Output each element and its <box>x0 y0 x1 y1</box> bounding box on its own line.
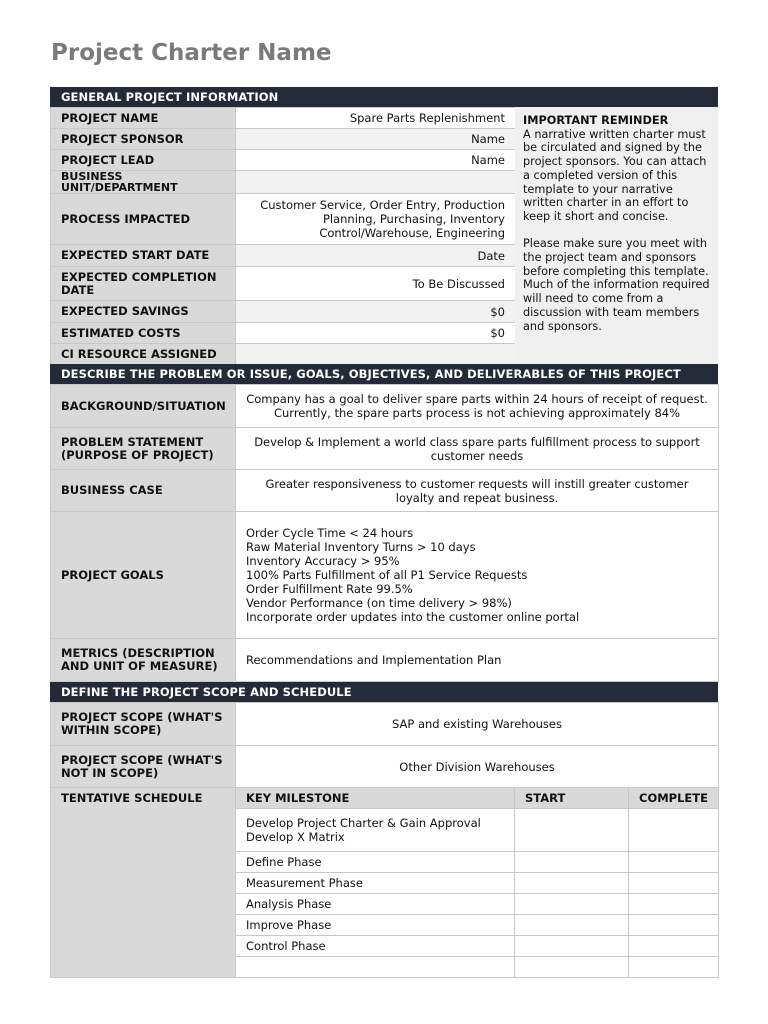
field-expected-start-date[interactable]: Date <box>236 245 516 267</box>
label-expected-savings: EXPECTED SAVINGS <box>51 301 236 323</box>
complete-cell[interactable] <box>629 936 719 957</box>
label-ci-resource: CI RESOURCE ASSIGNED <box>51 344 236 365</box>
complete-cell[interactable] <box>629 852 719 873</box>
label-tentative-schedule: TENTATIVE SCHEDULE <box>51 788 236 978</box>
field-project-goals[interactable] <box>236 512 719 639</box>
label-background: BACKGROUND/SITUATION <box>51 385 236 428</box>
start-cell[interactable] <box>515 936 629 957</box>
section-header-problem-goals: DESCRIBE THE PROBLEM OR ISSUE, GOALS, OBJECTIVES, AND DELIVERABLES OF THIS PROJECT <box>50 364 718 384</box>
complete-cell[interactable] <box>629 915 719 936</box>
field-expected-savings[interactable]: $0 <box>236 301 516 323</box>
section-header-general-info: GENERAL PROJECT INFORMATION <box>50 87 718 107</box>
milestone-cell[interactable]: Define Phase <box>236 852 515 873</box>
reminder-paragraph-2: Please make sure you meet with the project team and sponsors before completing this template. Much of the information required will need to come from a discussion with team members and sponsors. <box>523 237 710 333</box>
label-process-impacted: PROCESS IMPACTED <box>51 194 236 245</box>
col-key-milestone: KEY MILESTONE <box>236 788 515 809</box>
label-project-lead: PROJECT LEAD <box>51 150 236 171</box>
goal-item: Raw Material Inventory Turns > 10 days <box>246 540 476 554</box>
milestone-cell[interactable]: Develop Project Charter & Gain Approval Develop X Matrix <box>236 809 515 852</box>
field-expected-completion-date[interactable]: To Be Discussed <box>236 267 516 301</box>
start-cell[interactable] <box>515 873 629 894</box>
problem-goals-table <box>50 384 719 682</box>
field-problem-statement[interactable]: Develop & Implement a world class spare parts fulfillment process to support customer needs <box>236 428 719 470</box>
field-business-case[interactable]: Greater responsiveness to customer requests will instill greater customer loyalty and repeat business. <box>236 470 719 512</box>
complete-cell[interactable] <box>629 809 719 852</box>
label-problem-statement: PROBLEM STATEMENT (PURPOSE OF PROJECT) <box>51 428 236 470</box>
goal-item: 100% Parts Fulfillment of all P1 Service Requests <box>246 568 528 582</box>
col-start: START <box>515 788 629 809</box>
label-expected-start-date: EXPECTED START DATE <box>51 245 236 267</box>
field-business-unit[interactable] <box>236 171 516 194</box>
goal-item: Order Fulfillment Rate 99.5% <box>246 582 413 596</box>
page-title: Project Charter Name <box>51 40 332 66</box>
label-scope-not-in: PROJECT SCOPE (WHAT'S NOT IN SCOPE) <box>51 746 236 788</box>
label-project-goals: PROJECT GOALS <box>51 512 236 639</box>
goal-item: Order Cycle Time < 24 hours <box>246 526 414 540</box>
field-project-lead[interactable]: Name <box>236 150 516 171</box>
milestone-cell[interactable] <box>236 957 515 978</box>
field-ci-resource[interactable] <box>236 344 516 365</box>
reminder-paragraph-1: A narrative written charter must be circulated and signed by the project sponsors. You can attach a completed version of this template to your narrative written charter in an effort to keep it short and concise. <box>523 127 707 223</box>
col-complete: COMPLETE <box>629 788 719 809</box>
label-project-name: PROJECT NAME <box>51 108 236 129</box>
schedule-table <box>50 787 719 978</box>
general-info-table <box>50 107 516 365</box>
start-cell[interactable] <box>515 957 629 978</box>
complete-cell[interactable] <box>629 957 719 978</box>
field-metrics[interactable]: Recommendations and Implementation Plan <box>236 639 719 682</box>
goal-item: Inventory Accuracy > 95% <box>246 554 400 568</box>
field-estimated-costs[interactable]: $0 <box>236 323 516 344</box>
field-scope-within[interactable]: SAP and existing Warehouses <box>236 703 719 746</box>
important-reminder-box <box>515 107 718 364</box>
milestone-cell[interactable]: Improve Phase <box>236 915 515 936</box>
goal-item: Incorporate order updates into the customer online portal <box>246 610 580 624</box>
label-project-sponsor: PROJECT SPONSOR <box>51 129 236 150</box>
label-metrics: METRICS (DESCRIPTION AND UNIT OF MEASURE) <box>51 639 236 682</box>
reminder-title: IMPORTANT REMINDER <box>523 114 669 127</box>
goal-item: Vendor Performance (on time delivery > 98%) <box>246 596 512 610</box>
complete-cell[interactable] <box>629 894 719 915</box>
label-business-unit: BUSINESS UNIT/DEPARTMENT <box>51 171 236 194</box>
start-cell[interactable] <box>515 852 629 873</box>
field-scope-not-in[interactable]: Other Division Warehouses <box>236 746 719 788</box>
start-cell[interactable] <box>515 809 629 852</box>
field-process-impacted[interactable]: Customer Service, Order Entry, Production Planning, Purchasing, Inventory Control/Warehouse, Engineering <box>236 194 516 245</box>
label-estimated-costs: ESTIMATED COSTS <box>51 323 236 344</box>
scope-table <box>50 702 719 788</box>
milestone-cell[interactable]: Analysis Phase <box>236 894 515 915</box>
label-business-case: BUSINESS CASE <box>51 470 236 512</box>
field-background[interactable]: Company has a goal to deliver spare parts within 24 hours of receipt of request. Currently, the spare parts process is not achieving approximately 84% <box>236 385 719 428</box>
start-cell[interactable] <box>515 915 629 936</box>
field-project-sponsor[interactable]: Name <box>236 129 516 150</box>
label-scope-within: PROJECT SCOPE (WHAT'S WITHIN SCOPE) <box>51 703 236 746</box>
milestone-cell[interactable]: Control Phase <box>236 936 515 957</box>
section-header-scope-schedule: DEFINE THE PROJECT SCOPE AND SCHEDULE <box>50 682 718 702</box>
complete-cell[interactable] <box>629 873 719 894</box>
field-project-name[interactable]: Spare Parts Replenishment <box>236 108 516 129</box>
start-cell[interactable] <box>515 894 629 915</box>
milestone-cell[interactable]: Measurement Phase <box>236 873 515 894</box>
label-expected-completion-date: EXPECTED COMPLETION DATE <box>51 267 236 301</box>
